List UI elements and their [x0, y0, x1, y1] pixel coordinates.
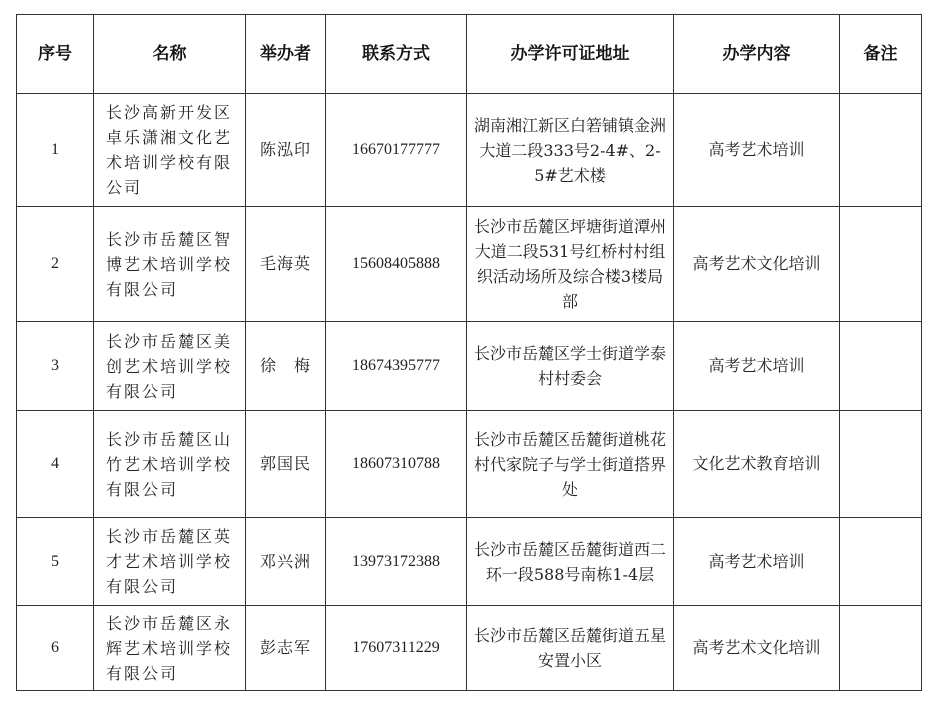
cell-note [840, 94, 922, 207]
cell-seq: 2 [17, 207, 94, 322]
cell-seq: 1 [17, 94, 94, 207]
cell-address: 湖南湘江新区白箬铺镇金洲大道二段333号2-4#、2-5#艺术楼 [467, 94, 674, 207]
cell-note [840, 411, 922, 518]
cell-content: 高考艺术文化培训 [674, 606, 840, 691]
header-address: 办学许可证地址 [467, 15, 674, 94]
cell-address: 长沙市岳麓区岳麓街道桃花村代家院子与学士街道搭界处 [467, 411, 674, 518]
cell-name: 长沙高新开发区卓乐潇湘文化艺术培训学校有限公司 [94, 94, 246, 207]
table-row [17, 606, 922, 691]
cell-seq: 6 [17, 606, 94, 691]
cell-content: 高考艺术培训 [674, 94, 840, 207]
cell-organizer: 郭国民 [246, 411, 326, 518]
table-row [17, 207, 922, 322]
cell-content: 高考艺术文化培训 [674, 207, 840, 322]
cell-name: 长沙市岳麓区美创艺术培训学校有限公司 [94, 322, 246, 411]
table-row [17, 411, 922, 518]
cell-content: 高考艺术培训 [674, 518, 840, 606]
cell-contact: 18674395777 [326, 322, 467, 411]
document-page [16, 14, 922, 691]
school-list-table [16, 14, 922, 691]
cell-organizer: 陈泓印 [246, 94, 326, 207]
cell-address: 长沙市岳麓区学士街道学泰村村委会 [467, 322, 674, 411]
table-row [17, 94, 922, 207]
cell-seq: 5 [17, 518, 94, 606]
cell-contact: 18607310788 [326, 411, 467, 518]
cell-name: 长沙市岳麓区英才艺术培训学校有限公司 [94, 518, 246, 606]
cell-address: 长沙市岳麓区坪塘街道潭州大道二段531号红桥村村组织活动场所及综合楼3楼局部 [467, 207, 674, 322]
header-seq: 序号 [17, 15, 94, 94]
cell-address: 长沙市岳麓区岳麓街道五星安置小区 [467, 606, 674, 691]
cell-name: 长沙市岳麓区永辉艺术培训学校有限公司 [94, 606, 246, 691]
cell-note [840, 606, 922, 691]
cell-content: 文化艺术教育培训 [674, 411, 840, 518]
header-note: 备注 [840, 15, 922, 94]
header-name: 名称 [94, 15, 246, 94]
table-header-row [17, 15, 922, 94]
cell-organizer: 彭志军 [246, 606, 326, 691]
cell-contact: 16670177777 [326, 94, 467, 207]
table-row [17, 322, 922, 411]
cell-seq: 4 [17, 411, 94, 518]
cell-name: 长沙市岳麓区山竹艺术培训学校有限公司 [94, 411, 246, 518]
cell-note [840, 322, 922, 411]
header-content: 办学内容 [674, 15, 840, 94]
cell-seq: 3 [17, 322, 94, 411]
cell-address: 长沙市岳麓区岳麓街道西二环一段588号南栋1-4层 [467, 518, 674, 606]
cell-organizer: 邓兴洲 [246, 518, 326, 606]
cell-organizer: 徐 梅 [246, 322, 326, 411]
table-row [17, 518, 922, 606]
cell-contact: 15608405888 [326, 207, 467, 322]
cell-note [840, 518, 922, 606]
cell-organizer: 毛海英 [246, 207, 326, 322]
cell-contact: 17607311229 [326, 606, 467, 691]
header-contact: 联系方式 [326, 15, 467, 94]
cell-content: 高考艺术培训 [674, 322, 840, 411]
cell-note [840, 207, 922, 322]
cell-contact: 13973172388 [326, 518, 467, 606]
cell-name: 长沙市岳麓区智博艺术培训学校有限公司 [94, 207, 246, 322]
header-organizer: 举办者 [246, 15, 326, 94]
